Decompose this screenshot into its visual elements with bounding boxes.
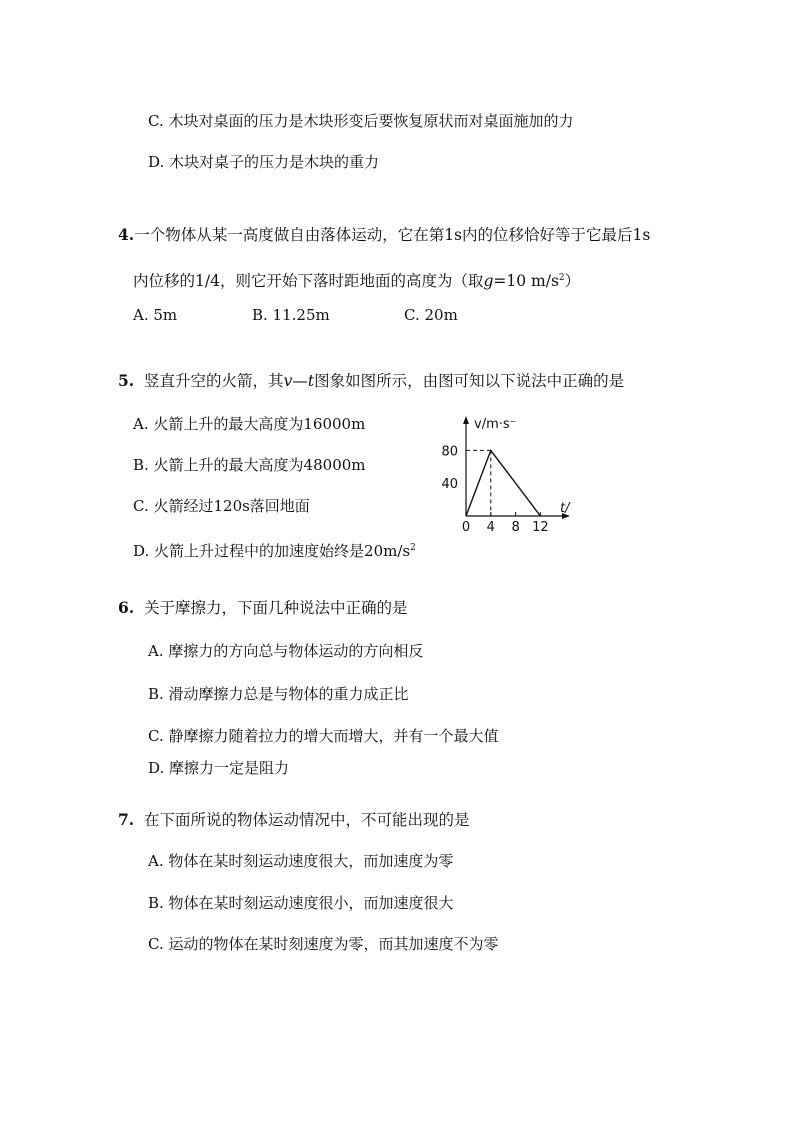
q4-option-b: B. 11.25m <box>252 306 330 324</box>
q4-sup: 2 <box>558 273 565 283</box>
q6-option-a: A. 摩擦力的方向总与物体运动的方向相反 <box>148 642 424 660</box>
q4-line2-post: =10 m/s <box>493 272 559 290</box>
q4-number: 4. <box>118 225 135 244</box>
x-tick-label: 12 <box>532 520 549 533</box>
q4-option-a: A. 5m <box>133 306 178 324</box>
q3-option-c: C. 木块对桌面的压力是木块形变后要恢复原状而对桌面施加的力 <box>148 112 574 130</box>
x-tick-label: 8 <box>511 520 520 533</box>
q5-option-d <box>133 538 416 561</box>
y-axis-arrow-icon <box>463 416 469 424</box>
q6-stem-text: 关于摩擦力，下面几种说法中正确的是 <box>144 599 408 617</box>
q7-option-a: A. 物体在某时刻运动速度很大，而加速度为零 <box>148 852 454 870</box>
q4-line2-end: ） <box>564 272 581 290</box>
x-tick-label: 4 <box>486 520 495 533</box>
q5-t: t <box>307 372 315 390</box>
q7-option-b: B. 物体在某时刻运动速度很小，而加速度很大 <box>148 894 454 912</box>
q5-number: 5. <box>118 371 135 390</box>
graph-marks <box>466 450 540 516</box>
q5-option-a: A. 火箭上升的最大高度为16000m <box>133 415 366 433</box>
q5-v: v <box>283 372 293 390</box>
q6-option-d: D. 摩擦力一定是阻力 <box>148 759 290 777</box>
q6-number: 6. <box>118 598 135 617</box>
q4-g-symbol: g <box>483 272 494 290</box>
q7-number: 7. <box>118 810 135 829</box>
q6-option-b: B. 滑动摩擦力总是与物体的重力成正比 <box>148 685 409 703</box>
vt-graph <box>428 408 578 533</box>
q5-option-c: C. 火箭经过120s落回地面 <box>133 497 310 515</box>
q5-option-d-text: D. 火箭上升过程中的加速度始终是20m/s <box>133 542 411 560</box>
q3-option-d: D. 木块对桌子的压力是木块的重力 <box>148 153 380 171</box>
q4-stem-line2 <box>133 268 580 291</box>
q5-stem-pre: 竖直升空的火箭，其 <box>144 372 284 390</box>
q4-stem-line1 <box>118 225 650 245</box>
q6-option-c: C. 静摩擦力随着拉力的增大而增大，并有一个最大值 <box>148 727 499 745</box>
x-tick-label: 0 <box>461 520 471 533</box>
velocity-line <box>466 450 540 516</box>
q7-stem-text: 在下面所说的物体运动情况中，不可能出现的是 <box>144 811 470 829</box>
q5-dash: — <box>292 372 308 390</box>
q5-stem <box>118 371 624 391</box>
q5-option-d-sup: 2 <box>410 543 416 553</box>
y-tick-label: 80 <box>441 444 458 460</box>
q4-line1: 一个物体从某一高度做自由落体运动，它在第1s内的位移恰好等于它最后1s <box>134 226 651 244</box>
q4-option-c: C. 20m <box>404 306 458 324</box>
x-axis-label: t/ <box>560 501 570 516</box>
y-axis-label: v/m·s⁻ <box>474 417 517 432</box>
q4-line2-pre: 内位移的1/4，则它开始下落时距地面的高度为（取 <box>133 272 484 290</box>
q5-option-b: B. 火箭上升的最大高度为48000m <box>133 456 366 474</box>
q7-option-c: C. 运动的物体在某时刻速度为零，而其加速度不为零 <box>148 935 499 953</box>
y-tick-label: 40 <box>441 477 458 493</box>
q6-stem <box>118 598 408 618</box>
q5-stem-post: 图象如图所示，由图可知以下说法中正确的是 <box>314 372 625 390</box>
q7-stem <box>118 810 470 830</box>
